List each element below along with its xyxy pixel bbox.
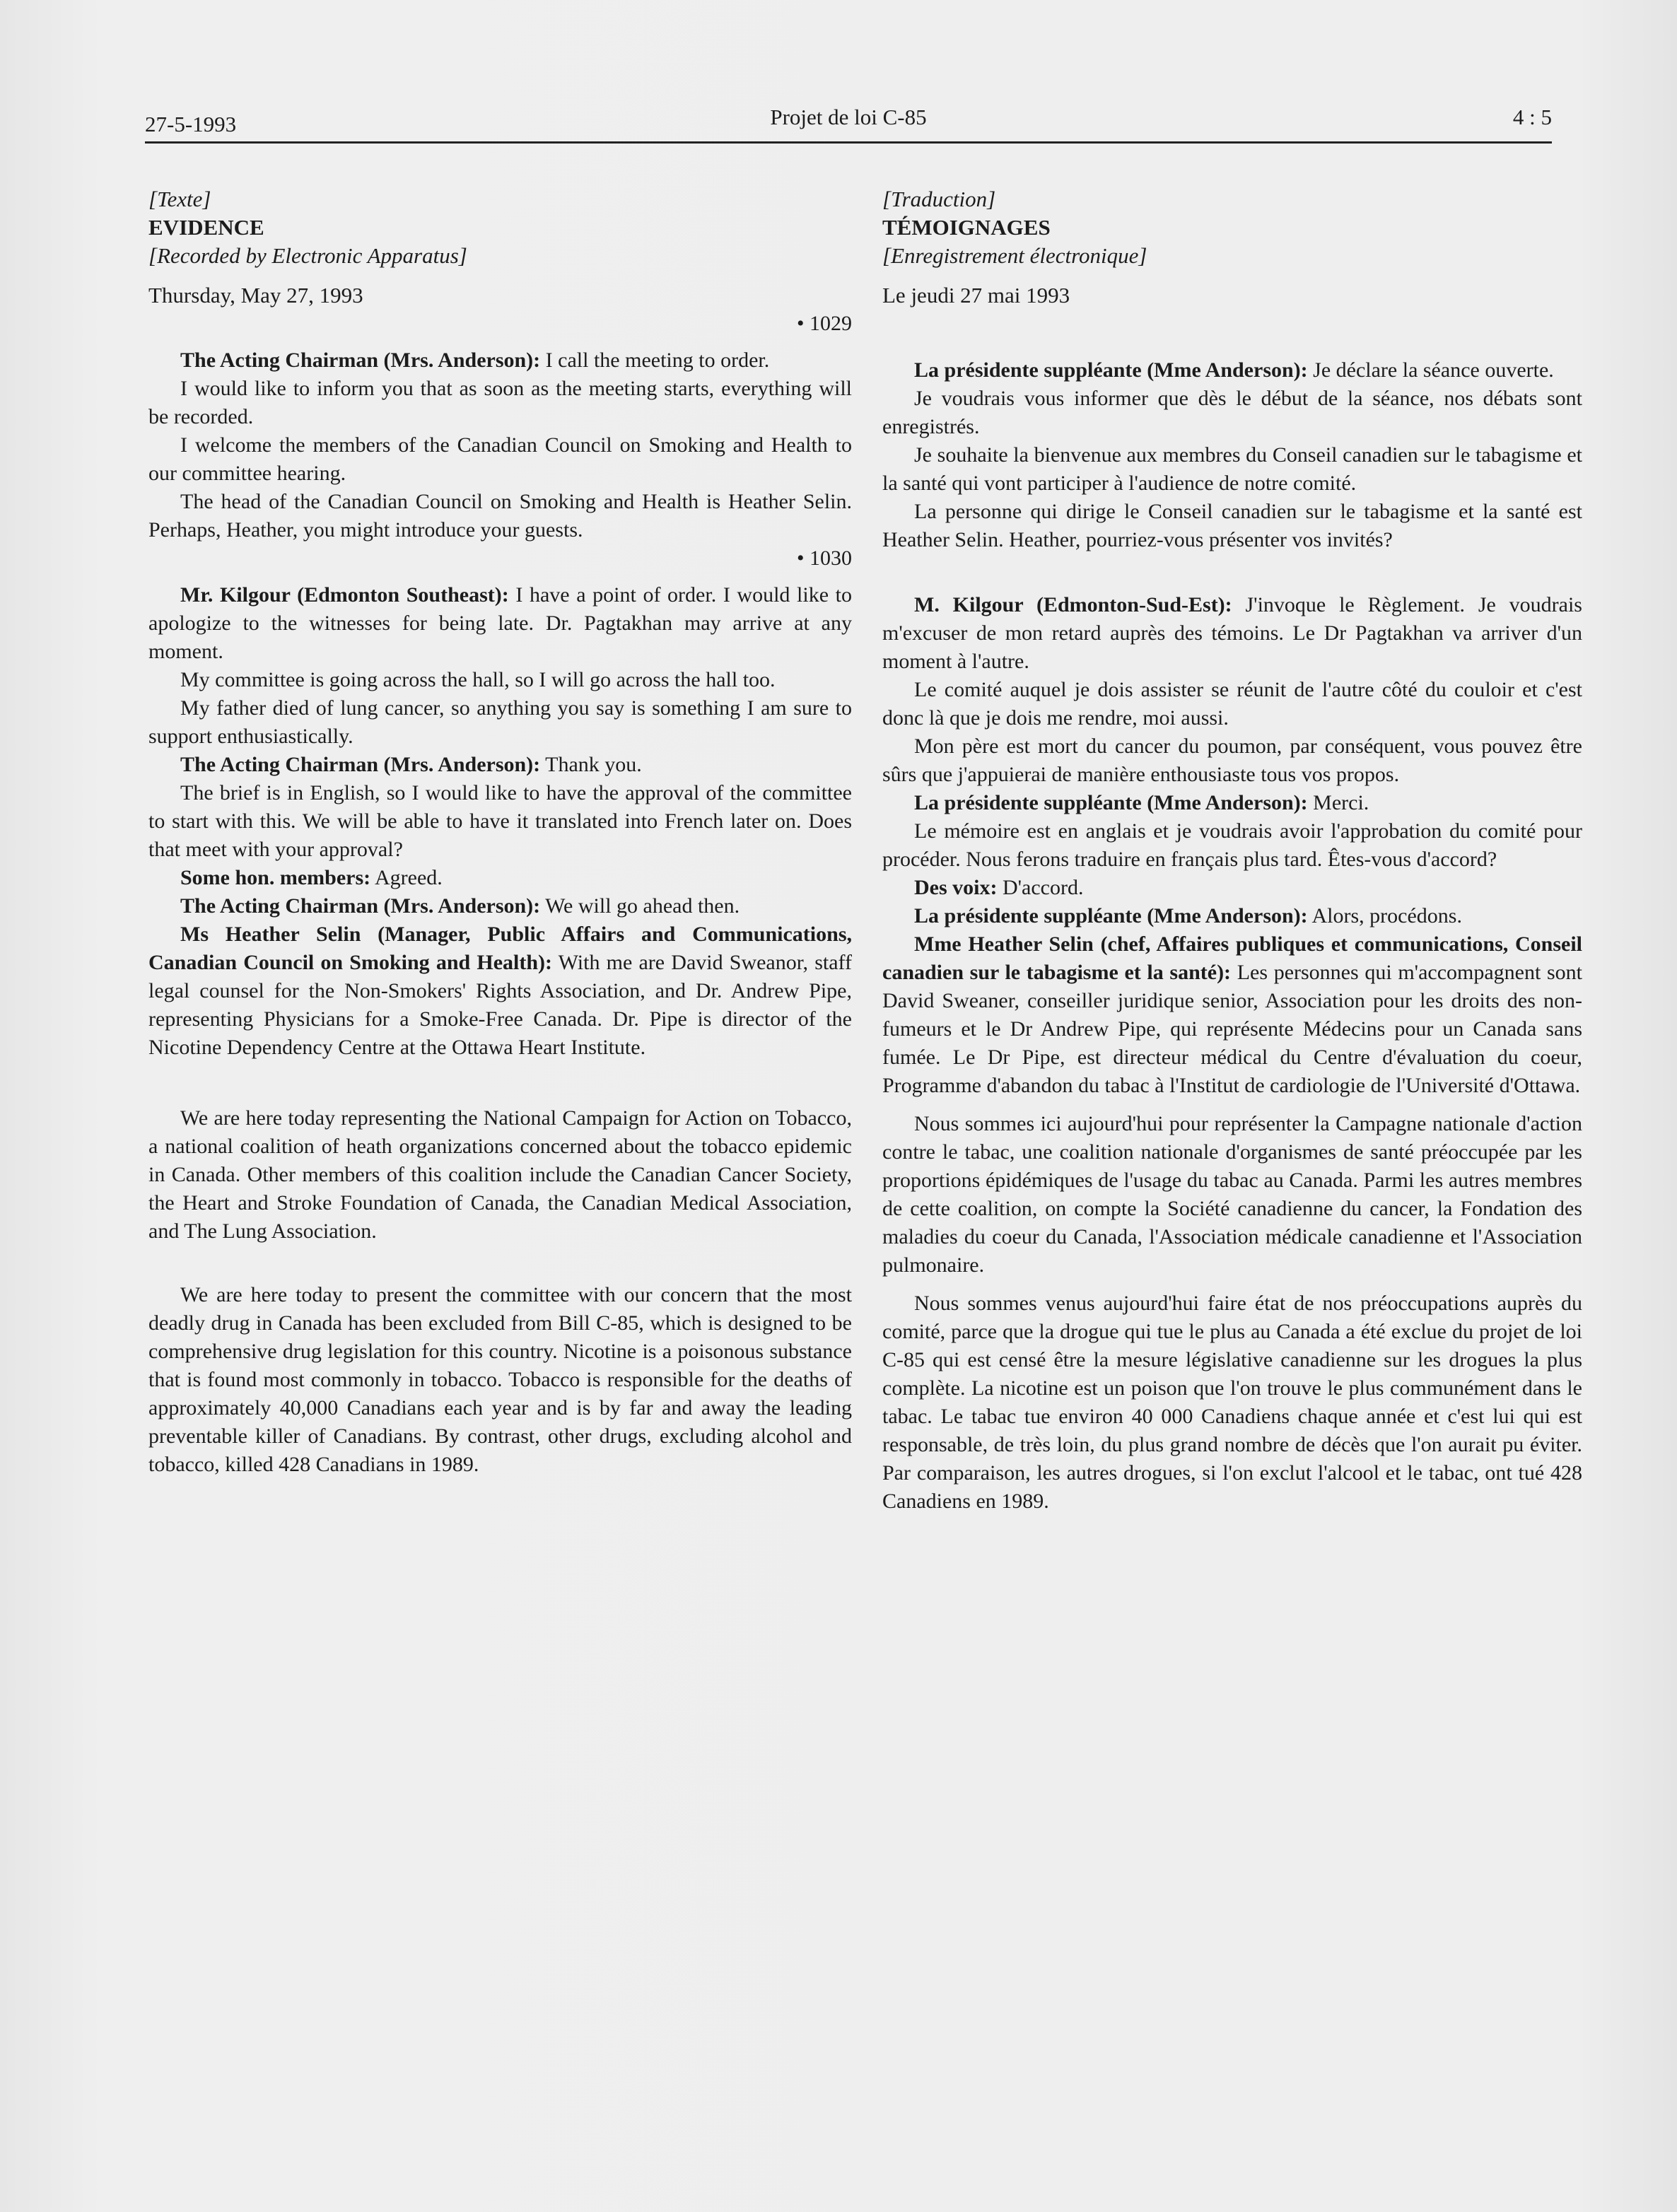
recording-note: [Recorded by Electronic Apparatus]: [148, 243, 467, 268]
speaker-name: Mr. Kilgour (Edmonton Southeast):: [180, 583, 509, 607]
paragraph: Mme Heather Selin (chef, Affaires publiques et communications, Conseil canadien sur le tabagisme et la santé): Les personnes qui m'accompagnent sont David Sweaner, conseiller juridique senior, Association pour les droits des non-fumeurs et le Dr Andrew Pipe, qui représente Médecins pour un Canada sans fumée. Le Dr Pipe, est directeur médical du Centre d'évaluation du coeur, Programme d'abandon du tabac à l'Institut de cardiologie de l'Université d'Ottawa.: [882, 932, 1582, 1097]
paragraph: The head of the Canadian Council on Smoking and Health is Heather Selin. Perhaps, Heather, you might introduce your guests.: [148, 490, 852, 542]
paragraph: I would like to inform you that as soon as the meeting starts, everything will be recorded.: [148, 377, 852, 428]
paragraph: Ms Heather Selin (Manager, Public Affairs and Communications, Canadian Council on Smoking and Health): With me are David Sweanor, staff legal counsel for the Non-Smokers' Rights Association, and Dr. Andrew Pipe, representing Physicians for a Smoke-Free Canada. Dr. Pipe is director of the Nicotine Dependency Centre at the Ottawa Heart Institute.: [148, 923, 852, 1059]
text-tag: [Texte]: [148, 187, 211, 211]
speaker-name: The Acting Chairman (Mrs. Anderson):: [180, 894, 541, 918]
paragraph: M. Kilgour (Edmonton-Sud-Est): J'invoque le Règlement. Je voudrais m'excuser de mon retard auprès des témoins. Le Dr Pagtakhan va arriver d'un moment à l'autre.: [882, 593, 1582, 673]
recording-note: [Enregistrement électronique]: [882, 243, 1147, 268]
paragraph: Nous sommes ici aujourd'hui pour représenter la Campagne nationale d'action contre le tabac, une coalition nationale d'organismes de santé préoccupée par les proportions épidémiques de l'usage du tabac au Canada. Parmi les autres membres de cette coalition, on compte la Société canadienne du cancer, la Fondation des maladies du coeur du Canada, l'Association médicale canadienne et l'Association pulmonaire.: [882, 1112, 1582, 1277]
page-header: [145, 105, 1552, 144]
paragraph: La personne qui dirige le Conseil canadien sur le tabagisme et la santé est Heather Selin. Heather, pourriez-vous présenter vos invités?: [882, 500, 1582, 551]
translation-tag: [Traduction]: [882, 187, 996, 211]
english-column: [148, 185, 852, 1479]
paragraph: La présidente suppléante (Mme Anderson): Je déclare la séance ouverte.: [914, 358, 1554, 382]
paragraph: Le comité auquel je dois assister se réunit de l'autre côté du couloir et c'est donc là que je dois me rendre, moi aussi.: [882, 678, 1582, 730]
paragraph: Nous sommes venus aujourd'hui faire état de nos préoccupations auprès du comité, parce que la drogue qui tue le plus au Canada a été exclue du projet de loi C-85 qui est censé être la mesure législative canadienne sur les drogues la plus complète. La nicotine est un poison que l'on trouve le plus communément dans le tabac. Le tabac tue environ 40 000 Canadiens chaque année et c'est lui qui est responsable, de très loin, du plus grand nombre de décès que l'on aurait pu éviter. Par comparaison, les autres drogues, si l'on exclut l'alcool et le tabac, ont tué 428 Canadiens en 1989.: [882, 1292, 1582, 1513]
paragraph: Some hon. members: Agreed.: [180, 866, 443, 889]
paragraph: The brief is in English, so I would like to have the approval of the committee to start with this. We will be able to have it translated into French later on. Does that meet with your approval?: [148, 781, 852, 861]
paragraph: The Acting Chairman (Mrs. Anderson): I call the meeting to order.: [180, 349, 770, 372]
session-date: Thursday, May 27, 1993: [148, 283, 363, 308]
header-title: Projet de loi C-85: [770, 105, 927, 129]
time-marker-1030: • 1030: [796, 546, 852, 570]
speaker-name: La présidente suppléante (Mme Anderson):: [914, 904, 1308, 927]
paragraph: My committee is going across the hall, so I will go across the hall too.: [180, 668, 776, 691]
paragraph: La présidente suppléante (Mme Anderson): Merci.: [914, 791, 1369, 814]
paragraph: Mr. Kilgour (Edmonton Southeast): I have a point of order. I would like to apologize to the witnesses for being late. Dr. Pagtakhan may arrive at any moment.: [148, 583, 852, 663]
paragraph: We are here today to present the committee with our concern that the most deadly drug in Canada has been excluded from Bill C-85, which is designed to be comprehensive drug legislation for this country. Nicotine is a poisonous substance that is found most commonly in tobacco. Tobacco is responsible for the deaths of approximately 40,000 Canadians each year and is by far and away the leading preventable killer of Canadians. By contrast, other drugs, excluding alcohol and tobacco, killed 428 Canadians in 1989.: [148, 1283, 852, 1476]
speaker-name: Mme Heather Selin (chef, Affaires publiques et communications, Conseil canadien sur le tabagisme et la santé):: [882, 932, 1582, 984]
section-heading: TÉMOIGNAGES: [882, 215, 1051, 240]
header-rule: [145, 141, 1552, 144]
speaker-name: The Acting Chairman (Mrs. Anderson):: [180, 349, 541, 372]
paragraph: Je voudrais vous informer que dès le début de la séance, nos débats sont enregistrés.: [882, 387, 1582, 438]
speaker-name: La présidente suppléante (Mme Anderson):: [914, 791, 1308, 814]
paragraph: La présidente suppléante (Mme Anderson): Alors, procédons.: [914, 904, 1462, 927]
paragraph: My father died of lung cancer, so anything you say is something I am sure to support enthusiastically.: [148, 696, 852, 748]
speaker-name: Some hon. members:: [180, 866, 371, 889]
paragraph: The Acting Chairman (Mrs. Anderson): We will go ahead then.: [180, 894, 740, 918]
paragraph: Mon père est mort du cancer du poumon, par conséquent, vous pouvez être sûrs que j'appuierai de manière enthousiaste tous vos propos.: [882, 735, 1582, 786]
speaker-name: Ms Heather Selin (Manager, Public Affairs and Communications, Canadian Council on Smoking and Health):: [148, 923, 852, 974]
time-marker-1029: • 1029: [796, 312, 852, 335]
paragraph: Des voix: D'accord.: [914, 876, 1084, 899]
paragraph: Je souhaite la bienvenue aux membres du Conseil canadien sur le tabagisme et la santé qui vont participer à l'audience de notre comité.: [882, 443, 1582, 495]
header-date: 27-5-1993: [145, 112, 237, 136]
speaker-name: M. Kilgour (Edmonton-Sud-Est):: [914, 593, 1232, 616]
speaker-name: The Acting Chairman (Mrs. Anderson):: [180, 753, 541, 776]
paragraph: I welcome the members of the Canadian Council on Smoking and Health to our committee hearing.: [148, 433, 852, 485]
speaker-name: La présidente suppléante (Mme Anderson):: [914, 358, 1308, 382]
speaker-name: Des voix:: [914, 876, 998, 899]
section-heading: EVIDENCE: [148, 215, 264, 240]
paragraph: The Acting Chairman (Mrs. Anderson): Thank you.: [180, 753, 642, 776]
paragraph: Le mémoire est en anglais et je voudrais avoir l'approbation du comité pour procéder. Nous ferons traduire en français plus tard. Êtes-vous d'accord?: [882, 819, 1582, 871]
paragraph: We are here today representing the National Campaign for Action on Tobacco, a national coalition of heath organizations concerned about the tobacco epidemic in Canada. Other members of this coalition include the Canadian Cancer Society, the Heart and Stroke Foundation of Canada, the Canadian Medical Association, and The Lung Association.: [148, 1106, 852, 1243]
session-date: Le jeudi 27 mai 1993: [882, 283, 1070, 308]
french-column: [882, 185, 1582, 1516]
header-page-number: 4 : 5: [1512, 105, 1552, 129]
